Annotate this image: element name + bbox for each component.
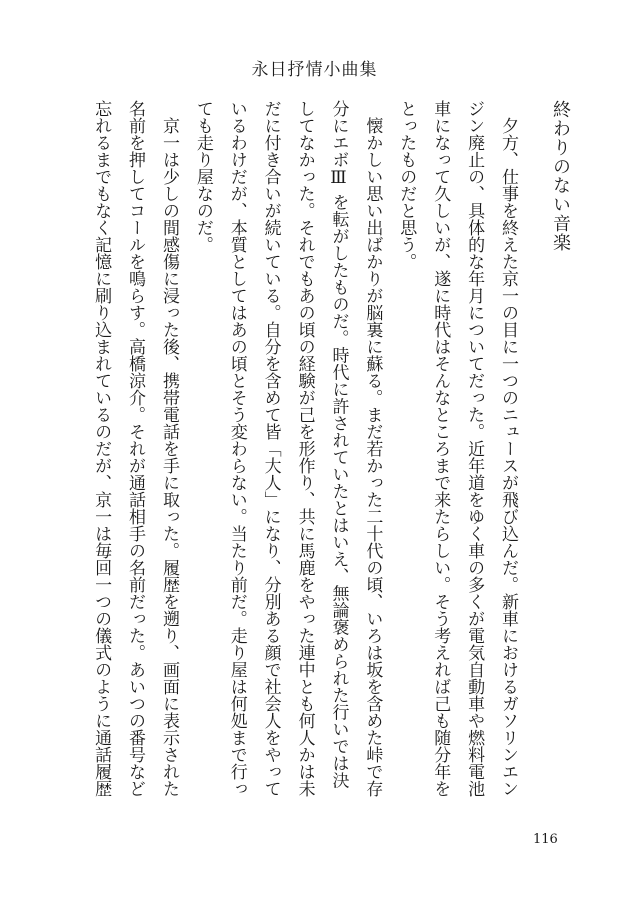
text-column: だに付き合いが続いている。自分を含めて皆「大人」になり、分別ある顔で社会人をやって bbox=[260, 100, 281, 797]
text-column: 名前を押してコールを鳴らす。高橋涼介。それが通話相手の名前だった。あいつの番号など bbox=[125, 100, 146, 797]
text-column: ジン廃止の、具体的な年月についてだった。近年道をゆく車の多くが電気自動車や燃料電池 bbox=[464, 100, 485, 797]
text-column: 夕方、仕事を終えた京一の目に一つのニュースが飛び込んだ。新車におけるガソリンエン bbox=[498, 117, 518, 797]
chapter-title: 終わりのない音楽 bbox=[550, 100, 571, 252]
text-column: 分にエボⅢ を転がしたものだ。時代に許されていたとはいえ、無論褒められた行いでは決 bbox=[328, 100, 349, 789]
vertical-text-body bbox=[83, 100, 577, 800]
text-column: いるわけだが、本質としてはあの頃とそう変わらない。当たり前だ。走り屋は何処まで行っ bbox=[226, 100, 247, 797]
text-column: してなかった。それでもあの頃の経験が己を形作り、共に馬鹿をやった連中とも何人かは未 bbox=[294, 100, 315, 797]
text-column: とったものだと思う。 bbox=[396, 100, 417, 270]
text-column: ても走り屋なのだ。 bbox=[192, 100, 213, 253]
page-number: 116 bbox=[533, 832, 558, 847]
text-column: 車になって久しいが、遂に時代はそんなところまで来たらしい。そう考えれば己も随分年を bbox=[430, 100, 451, 797]
text-column: 忘れるまでもなく記憶に刷り込まれているのだが、京一は毎回一つの儀式のように通話履歴 bbox=[91, 100, 112, 797]
running-title: 永日抒情小曲集 bbox=[251, 60, 378, 80]
text-column: 懐かしい思い出ばかりが脳裏に蘇る。まだ若かった二十代の頃、いろは坂を含めた峠で存 bbox=[362, 117, 383, 797]
text-column: 京一は少しの間感傷に浸った後、携帯電話を手に取った。履歴を遡り、画面に表示された bbox=[158, 117, 179, 797]
